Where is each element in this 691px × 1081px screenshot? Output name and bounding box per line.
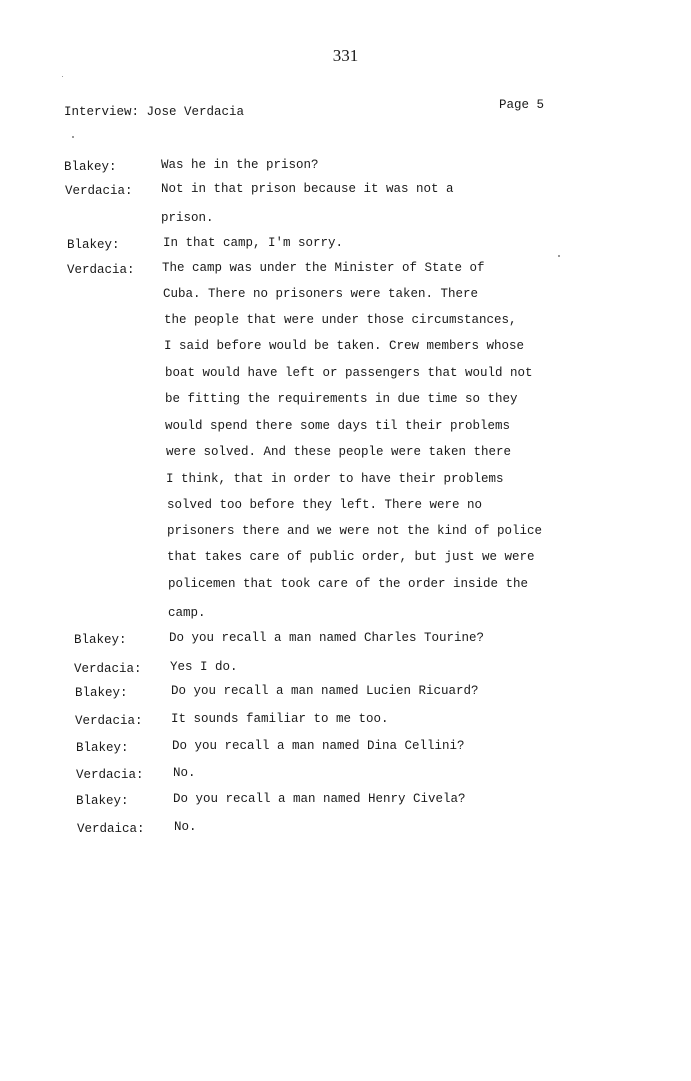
transcript-line: Cuba. There no prisoners were taken. There xyxy=(163,287,479,301)
speaker-label: Blakey: xyxy=(64,160,117,174)
speaker-label: Verdacia: xyxy=(75,714,143,728)
transcript-line: In that camp, I'm sorry. xyxy=(163,236,344,250)
speaker-label: Blakey: xyxy=(75,686,128,700)
transcript-line: Do you recall a man named Henry Civela? xyxy=(173,792,466,806)
scan-speck xyxy=(72,136,74,138)
transcript-line: Not in that prison because it was not a xyxy=(161,182,454,196)
transcript-line: Yes I do. xyxy=(170,660,238,674)
transcript-line: No. xyxy=(173,766,196,780)
transcript-line: camp. xyxy=(168,606,206,620)
transcript-line: No. xyxy=(174,820,197,834)
transcript-line: the people that were under those circumstances, xyxy=(164,313,517,327)
speaker-label: Verdacia: xyxy=(65,184,133,198)
scan-speck xyxy=(62,76,63,77)
transcript-line: boat would have left or passengers that would not xyxy=(165,366,533,380)
transcript-line: Do you recall a man named Dina Cellini? xyxy=(172,739,465,753)
interview-title: Interview: Jose Verdacia xyxy=(64,105,245,119)
transcript-line: Do you recall a man named Lucien Ricuard? xyxy=(171,684,479,698)
speaker-label: Verdacia: xyxy=(67,263,135,277)
transcript-line: The camp was under the Minister of State of xyxy=(162,261,485,275)
transcript-line: would spend there some days til their problems xyxy=(165,419,511,433)
speaker-label: Verdacia: xyxy=(76,768,144,782)
transcript-line: It sounds familiar to me too. xyxy=(171,712,389,726)
transcript-line: Was he in the prison? xyxy=(161,158,319,172)
speaker-label: Blakey: xyxy=(67,238,120,252)
transcript-line: Do you recall a man named Charles Tourine? xyxy=(169,631,485,645)
transcript-line: policemen that took care of the order inside the xyxy=(168,577,529,591)
transcript-line: were solved. And these people were taken there xyxy=(166,445,512,459)
scan-speck xyxy=(558,255,560,257)
transcript-line: be fitting the requirements in due time so they xyxy=(165,392,518,406)
transcript-line: solved too before they left. There were no xyxy=(167,498,483,512)
speaker-label: Blakey: xyxy=(76,794,129,808)
page-label: Page 5 xyxy=(499,98,545,112)
speaker-label: Blakey: xyxy=(76,741,129,755)
speaker-label: Verdacia: xyxy=(74,662,142,676)
speaker-label: Blakey: xyxy=(74,633,127,647)
speaker-label: Verdaica: xyxy=(77,822,145,836)
transcript-line: prisoners there and we were not the kind of police xyxy=(167,524,543,538)
page-number: 331 xyxy=(332,46,359,65)
transcript-line: prison. xyxy=(161,211,214,225)
transcript-line: that takes care of public order, but just we were xyxy=(167,550,535,564)
transcript-line: I said before would be taken. Crew members whose xyxy=(164,339,525,353)
transcript-line: I think, that in order to have their problems xyxy=(166,472,504,486)
